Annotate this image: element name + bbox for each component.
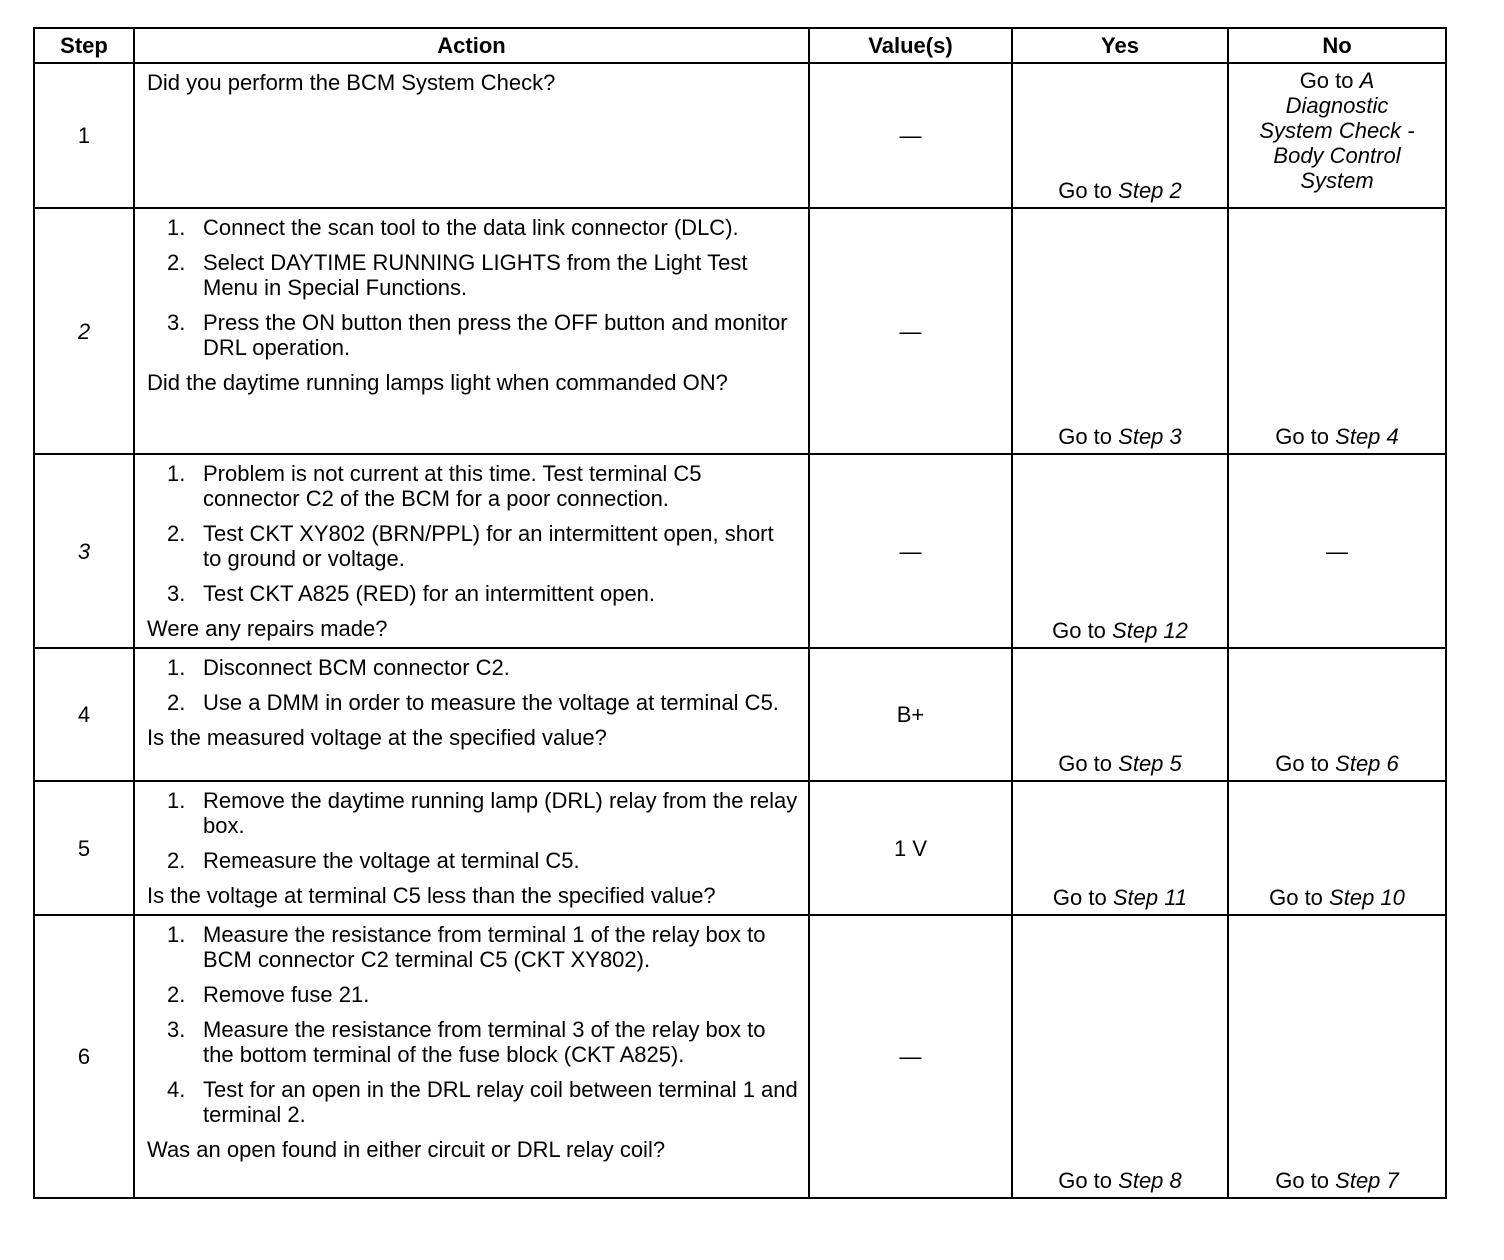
list-item bbox=[147, 922, 798, 972]
action-list bbox=[147, 788, 798, 873]
goto-prefix: Go to bbox=[1058, 1168, 1113, 1193]
action-cell bbox=[134, 781, 809, 915]
action-question: Did the daytime running lamps light when commanded ON? bbox=[147, 370, 728, 395]
goto-prefix: Go to bbox=[1058, 424, 1113, 449]
step-number: 6 bbox=[34, 915, 134, 1198]
action-list bbox=[147, 461, 798, 606]
item-text: Test CKT A825 (RED) for an intermittent open. bbox=[203, 581, 656, 606]
item-text: Test CKT XY802 (BRN/PPL) for an intermittent open, short to ground or voltage. bbox=[203, 521, 774, 571]
goto-target: Step 2 bbox=[1118, 178, 1182, 203]
item-text: Measure the resistance from terminal 3 of the relay box to the bottom terminal of the fuse block (CKT A825). bbox=[203, 1017, 766, 1067]
item-number: 2. bbox=[167, 250, 186, 275]
no-line-italic: A bbox=[1359, 68, 1375, 93]
list-item bbox=[147, 250, 798, 300]
goto-target: Step 6 bbox=[1335, 751, 1399, 776]
no-line bbox=[1229, 68, 1445, 93]
item-text: Select DAYTIME RUNNING LIGHTS from the Light Test Menu in Special Functions. bbox=[203, 250, 748, 300]
header-values: Value(s) bbox=[809, 28, 1012, 63]
no-cell bbox=[1228, 63, 1446, 208]
value-cell: B+ bbox=[809, 648, 1012, 781]
list-item bbox=[147, 310, 798, 360]
item-number: 2. bbox=[167, 521, 186, 546]
yes-cell bbox=[1012, 781, 1228, 915]
list-item bbox=[147, 1017, 798, 1067]
no-cell bbox=[1228, 648, 1446, 781]
list-item bbox=[147, 848, 798, 873]
list-item bbox=[147, 655, 798, 680]
item-number: 4. bbox=[167, 1077, 186, 1102]
step-number: 5 bbox=[34, 781, 134, 915]
item-text: Disconnect BCM connector C2. bbox=[203, 655, 510, 680]
list-item bbox=[147, 581, 798, 606]
no-line bbox=[1229, 143, 1445, 168]
item-number: 1. bbox=[167, 788, 186, 813]
table-row bbox=[34, 648, 1446, 781]
goto-prefix: Go to bbox=[1275, 1168, 1330, 1193]
item-text: Measure the resistance from terminal 1 of the relay box to BCM connector C2 terminal C5 (CKT XY802). bbox=[203, 922, 766, 972]
item-number: 2. bbox=[167, 982, 186, 1007]
goto-prefix: Go to bbox=[1052, 885, 1107, 910]
value-cell: — bbox=[809, 208, 1012, 454]
value-cell: — bbox=[809, 915, 1012, 1198]
step-number: 3 bbox=[34, 454, 134, 648]
yes-cell bbox=[1012, 63, 1228, 208]
item-text: Remeasure the voltage at terminal C5. bbox=[203, 848, 580, 873]
goto-target: Step 7 bbox=[1335, 1168, 1399, 1193]
no-line-italic: System Check - bbox=[1259, 118, 1415, 143]
list-item bbox=[147, 788, 798, 838]
table-row bbox=[34, 208, 1446, 454]
header-action: Action bbox=[134, 28, 809, 63]
item-number: 3. bbox=[167, 1017, 186, 1042]
action-cell bbox=[134, 915, 809, 1198]
yes-cell bbox=[1012, 648, 1228, 781]
no-line-italic: System bbox=[1300, 168, 1374, 193]
no-line-italic: Body Control bbox=[1273, 143, 1401, 168]
yes-cell bbox=[1012, 454, 1228, 648]
table-row bbox=[34, 781, 1446, 915]
list-item bbox=[147, 461, 798, 511]
goto-target: Step 5 bbox=[1118, 751, 1182, 776]
no-cell: — bbox=[1228, 454, 1446, 648]
header-step: Step bbox=[34, 28, 134, 63]
list-item bbox=[147, 690, 798, 715]
goto-target: Step 8 bbox=[1118, 1168, 1182, 1193]
action-question: Were any repairs made? bbox=[147, 616, 388, 641]
yes-cell bbox=[1012, 208, 1228, 454]
action-cell bbox=[134, 454, 809, 648]
item-number: 1. bbox=[167, 922, 186, 947]
goto-target: Step 10 bbox=[1329, 885, 1405, 910]
table-row bbox=[34, 454, 1446, 648]
item-number: 3. bbox=[167, 581, 186, 606]
no-line bbox=[1229, 118, 1445, 143]
action-cell bbox=[134, 208, 809, 454]
action-list bbox=[147, 922, 798, 1127]
goto-target: Step 11 bbox=[1112, 885, 1188, 910]
goto-prefix: Go to bbox=[1275, 751, 1330, 776]
item-number: 2. bbox=[167, 690, 186, 715]
action-cell bbox=[134, 63, 809, 208]
table-row bbox=[34, 915, 1446, 1198]
goto-target: Step 3 bbox=[1118, 424, 1182, 449]
diagnostic-table bbox=[33, 27, 1447, 1199]
item-text: Remove fuse 21. bbox=[203, 982, 370, 1007]
goto-target: Step 12 bbox=[1112, 618, 1188, 643]
action-list bbox=[147, 215, 798, 360]
action-cell bbox=[134, 648, 809, 781]
item-number: 1. bbox=[167, 655, 186, 680]
no-line bbox=[1229, 93, 1445, 118]
no-line-italic: Diagnostic bbox=[1285, 93, 1389, 118]
list-item bbox=[147, 982, 798, 1007]
goto-prefix: Go to bbox=[1269, 885, 1323, 910]
action-question: Is the voltage at terminal C5 less than the specified value? bbox=[147, 883, 716, 908]
yes-cell bbox=[1012, 915, 1228, 1198]
goto-prefix: Go to bbox=[1058, 178, 1113, 203]
header-no: No bbox=[1228, 28, 1446, 63]
action-question: Was an open found in either circuit or DRL relay coil? bbox=[147, 1137, 666, 1162]
step-number: 1 bbox=[34, 63, 134, 208]
goto-prefix: Go to bbox=[1275, 424, 1330, 449]
item-text: Press the ON button then press the OFF button and monitor DRL operation. bbox=[203, 310, 788, 360]
list-item bbox=[147, 1077, 798, 1127]
item-text: Test for an open in the DRL relay coil between terminal 1 and terminal 2. bbox=[203, 1077, 798, 1127]
item-text: Connect the scan tool to the data link connector (DLC). bbox=[203, 215, 739, 240]
no-line bbox=[1229, 168, 1445, 193]
no-line-plain: Go to bbox=[1299, 68, 1360, 93]
action-question: Is the measured voltage at the specified value? bbox=[147, 725, 607, 750]
table-row bbox=[34, 63, 1446, 208]
item-number: 3. bbox=[167, 310, 186, 335]
list-item bbox=[147, 521, 798, 571]
action-list bbox=[147, 655, 798, 715]
no-cell bbox=[1228, 781, 1446, 915]
item-number: 1. bbox=[167, 215, 186, 240]
goto-prefix: Go to bbox=[1052, 618, 1106, 643]
no-cell bbox=[1228, 208, 1446, 454]
item-text: Remove the daytime running lamp (DRL) relay from the relay box. bbox=[203, 788, 798, 838]
no-cell bbox=[1228, 915, 1446, 1198]
value-cell: — bbox=[809, 63, 1012, 208]
goto-prefix: Go to bbox=[1058, 751, 1113, 776]
header-row bbox=[34, 28, 1446, 63]
item-text: Use a DMM in order to measure the voltage at terminal C5. bbox=[203, 690, 779, 715]
value-cell: 1 V bbox=[809, 781, 1012, 915]
item-number: 1. bbox=[167, 461, 186, 486]
header-yes: Yes bbox=[1012, 28, 1228, 63]
goto-target: Step 4 bbox=[1335, 424, 1399, 449]
value-cell: — bbox=[809, 454, 1012, 648]
step-number: 2 bbox=[34, 208, 134, 454]
step-number: 4 bbox=[34, 648, 134, 781]
action-question: Did you perform the BCM System Check? bbox=[147, 70, 556, 95]
item-number: 2. bbox=[167, 848, 186, 873]
list-item bbox=[147, 215, 798, 240]
item-text: Problem is not current at this time. Test terminal C5 connector C2 of the BCM for a poor connection. bbox=[203, 461, 702, 511]
